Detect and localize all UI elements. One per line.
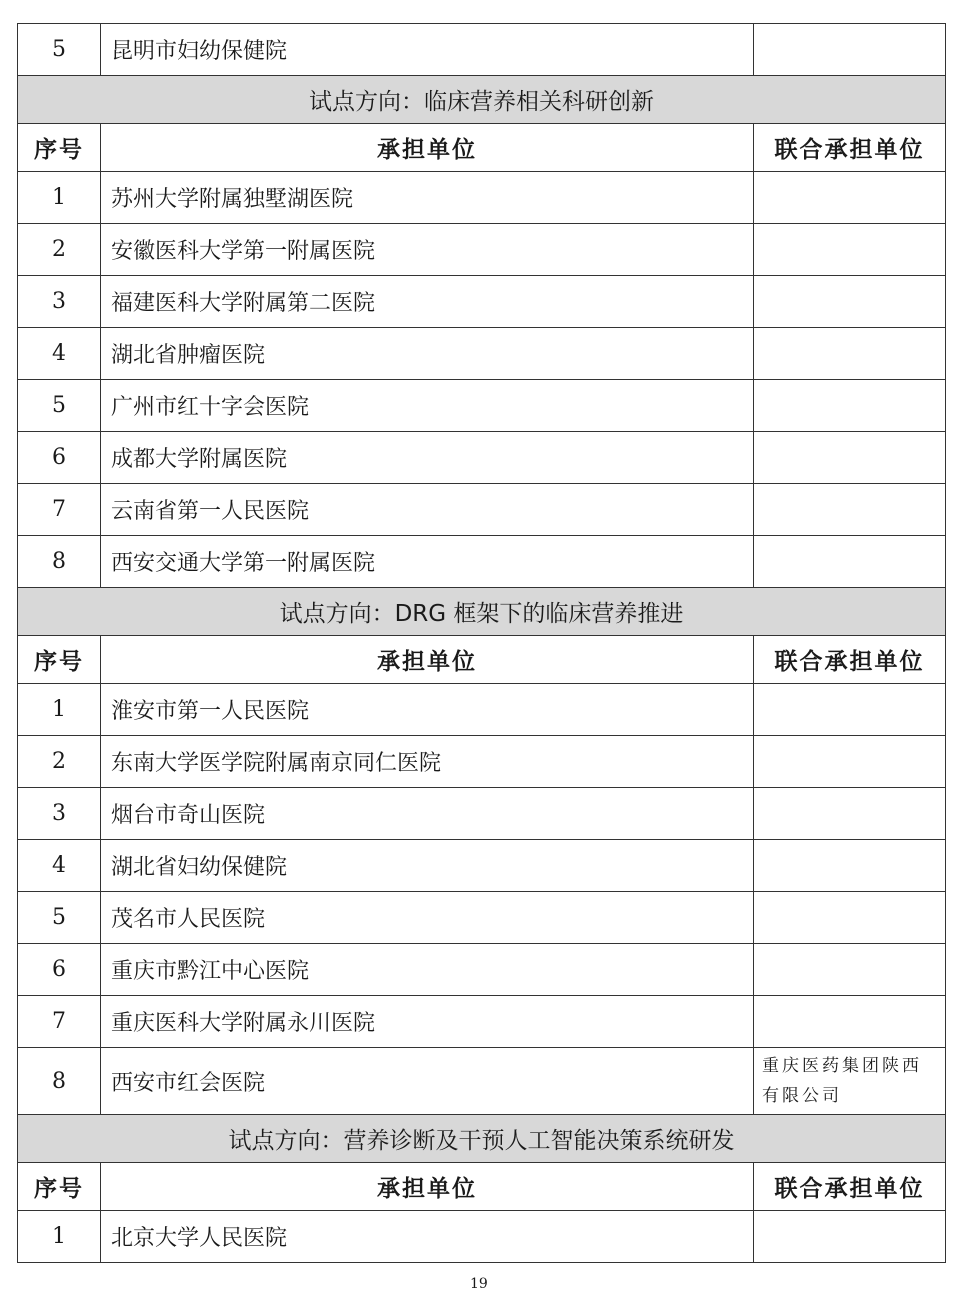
table-row [18, 328, 946, 380]
unit-name: 苏州大学附属独墅湖医院 [101, 172, 754, 224]
unit-name: 福建医科大学附属第二医院 [101, 276, 754, 328]
table-row [18, 224, 946, 276]
section-title-row [18, 76, 946, 124]
joint-unit [754, 996, 946, 1048]
header-joint: 联合承担单位 [754, 636, 946, 684]
section-title: 试点方向：DRG 框架下的临床营养推进 [18, 588, 946, 636]
row-number: 8 [18, 536, 101, 588]
section-title-row [18, 1115, 946, 1163]
joint-unit [754, 24, 946, 76]
table-row [18, 1211, 946, 1263]
table-row [18, 944, 946, 996]
unit-name: 重庆市黔江中心医院 [101, 944, 754, 996]
header-joint: 联合承担单位 [754, 1163, 946, 1211]
joint-unit: 重庆医药集团陕西有限公司 [754, 1048, 946, 1115]
row-number: 7 [18, 996, 101, 1048]
header-row [18, 636, 946, 684]
joint-unit [754, 276, 946, 328]
joint-unit [754, 224, 946, 276]
row-number: 8 [18, 1048, 101, 1115]
row-number: 5 [18, 892, 101, 944]
header-row [18, 124, 946, 172]
section-title-row [18, 588, 946, 636]
table-row [18, 24, 946, 76]
joint-unit [754, 432, 946, 484]
row-number: 2 [18, 736, 101, 788]
unit-name: 湖北省妇幼保健院 [101, 840, 754, 892]
joint-unit [754, 944, 946, 996]
page-number: 19 [470, 1276, 488, 1292]
joint-unit [754, 328, 946, 380]
unit-name: 西安市红会医院 [101, 1048, 754, 1115]
header-unit: 承担单位 [101, 1163, 754, 1211]
unit-name: 重庆医科大学附属永川医院 [101, 996, 754, 1048]
row-number: 5 [18, 24, 101, 76]
row-number: 1 [18, 1211, 101, 1263]
header-joint: 联合承担单位 [754, 124, 946, 172]
section-title: 试点方向：临床营养相关科研创新 [18, 76, 946, 124]
table-row [18, 1048, 946, 1115]
row-number: 4 [18, 328, 101, 380]
table-row [18, 892, 946, 944]
joint-unit [754, 380, 946, 432]
joint-unit [754, 840, 946, 892]
row-number: 7 [18, 484, 101, 536]
joint-unit [754, 892, 946, 944]
table-row [18, 684, 946, 736]
row-number: 6 [18, 432, 101, 484]
row-number: 1 [18, 684, 101, 736]
header-unit: 承担单位 [101, 636, 754, 684]
row-number: 6 [18, 944, 101, 996]
header-unit: 承担单位 [101, 124, 754, 172]
unit-name: 烟台市奇山医院 [101, 788, 754, 840]
section-title: 试点方向：营养诊断及干预人工智能决策系统研发 [18, 1115, 946, 1163]
table-row [18, 536, 946, 588]
table-body [18, 24, 946, 1263]
row-number: 5 [18, 380, 101, 432]
unit-name: 北京大学人民医院 [101, 1211, 754, 1263]
row-number: 1 [18, 172, 101, 224]
header-seq: 序号 [18, 636, 101, 684]
unit-name: 昆明市妇幼保健院 [101, 24, 754, 76]
row-number: 4 [18, 840, 101, 892]
table-row [18, 788, 946, 840]
table-row [18, 996, 946, 1048]
unit-name: 成都大学附属医院 [101, 432, 754, 484]
table-row [18, 432, 946, 484]
table-row [18, 484, 946, 536]
unit-name: 广州市红十字会医院 [101, 380, 754, 432]
joint-unit [754, 736, 946, 788]
row-number: 3 [18, 788, 101, 840]
row-number: 2 [18, 224, 101, 276]
unit-name: 茂名市人民医院 [101, 892, 754, 944]
header-seq: 序号 [18, 124, 101, 172]
header-seq: 序号 [18, 1163, 101, 1211]
joint-unit [754, 788, 946, 840]
unit-name: 云南省第一人民医院 [101, 484, 754, 536]
header-row [18, 1163, 946, 1211]
joint-unit [754, 172, 946, 224]
joint-unit [754, 484, 946, 536]
joint-unit [754, 536, 946, 588]
unit-name: 安徽医科大学第一附属医院 [101, 224, 754, 276]
unit-name: 西安交通大学第一附属医院 [101, 536, 754, 588]
joint-unit [754, 1211, 946, 1263]
pilot-units-table [17, 23, 946, 1263]
table-row [18, 840, 946, 892]
unit-name: 东南大学医学院附属南京同仁医院 [101, 736, 754, 788]
table-row [18, 736, 946, 788]
unit-name: 湖北省肿瘤医院 [101, 328, 754, 380]
row-number: 3 [18, 276, 101, 328]
joint-unit [754, 684, 946, 736]
table-row [18, 380, 946, 432]
table-row [18, 276, 946, 328]
table-row [18, 172, 946, 224]
unit-name: 淮安市第一人民医院 [101, 684, 754, 736]
